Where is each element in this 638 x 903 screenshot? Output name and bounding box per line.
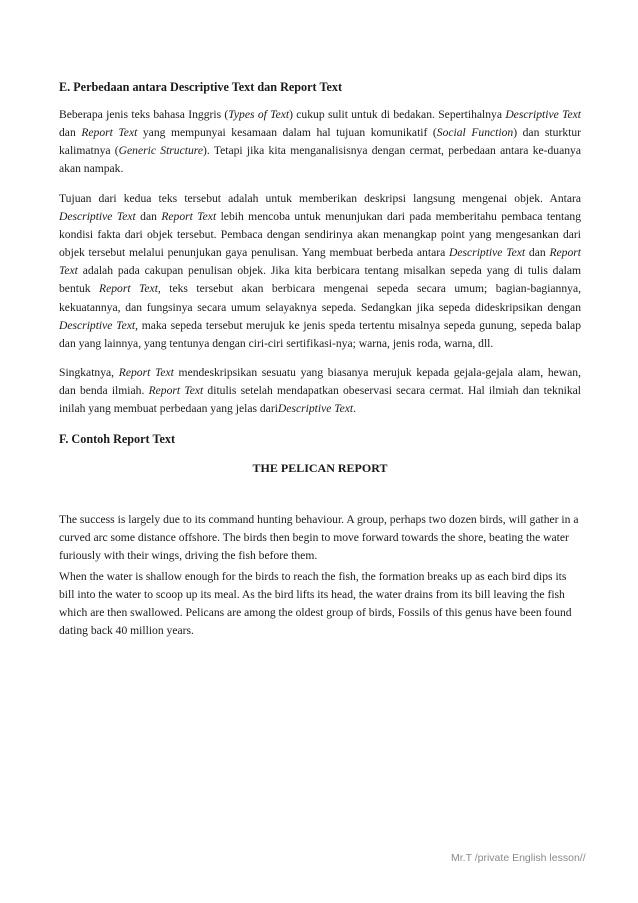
footer-text: Mr.T /private English lesson// xyxy=(451,852,586,864)
report-paragraph-2: When the water is shallow enough for the birds to reach the fish, the formation breaks up as each bird dips its bill into the water to scoop up its meal. As the bird lifts its head, the water drains from its bill leaving the fish which are then swallowed. Pelicans are among the oldest group of birds, Fossils of this genus have been found dating back 40 million years. xyxy=(59,570,572,638)
section-e-heading: E. Perbedaan antara Descriptive Text dan Report Text xyxy=(59,80,343,94)
section-e-paragraph-1: Beberapa jenis teks bahasa Inggris (Types of Text) cukup sulit untuk di bedakan. Sepertihalnya Descriptive Text dan Report Text yang mempunyai kesamaan dalam hal tujuan komunikatif (Social Function) dan sturktur kalimatnya (Generic Structure). Tetapi jika kita menganalisisnya dengan cermat, perbedaan antara ke-duanya akan nampak. xyxy=(59,108,581,176)
section-e-paragraph-2: Tujuan dari kedua teks tersebut adalah untuk memberikan deskripsi langsung mengenai objek. Antara Descriptive Text dan Report Text lebih mencoba untuk menunjukan dari pada memberitahu pembaca tentang kondisi fakta dari objek tersebut. Pembaca dengan sendirinya akan menangkap point yang mengesankan dari objek tersebut melalui penunjukan gaya penulisan. Yang membuat berbeda antara Descriptive Text dan Report Text adalah pada cakupan penulisan objek. Jika kita berbicara tentang misalkan sepeda yang di tulis dalam bentuk Report Text, teks tersebut akan berbicara mengenai sepeda secara umum; bagian-bagiannya, kekuatannya, dan fungsinya secara umum selayaknya sepeda. Sedangkan jika sepeda dideskripsikan dengan Descriptive Text, maka sepeda tersebut merujuk ke jenis speda tertentu misalnya sepeda gunung, sepeda balap dan yang lainnya, yang tentunya dengan ciri-ciri sertifikasi-nya; warna, jenis roda, warna, dll. xyxy=(59,192,581,350)
report-title: THE PELICAN REPORT xyxy=(252,461,388,475)
report-paragraph-1: The success is largely due to its command hunting behaviour. A group, perhaps two dozen birds, will gather in a curved arc some distance offshore. The birds then begin to move forward towards the shore, beating the water furiously with their wings, driving the fish before them. xyxy=(59,513,579,563)
section-f-heading: F. Contoh Report Text xyxy=(59,432,176,446)
section-e-paragraph-3: Singkatnya, Report Text mendeskripsikan sesuatu yang biasanya merujuk kepada gejala-gejala alam, hewan, dan benda ilmiah. Report Text ditulis setelah mendapatkan obeservasi secara cermat. Hal ilmiah dan teknikal inilah yang membuat perbedaan yang jelas dariDescriptive Text. xyxy=(59,366,581,416)
